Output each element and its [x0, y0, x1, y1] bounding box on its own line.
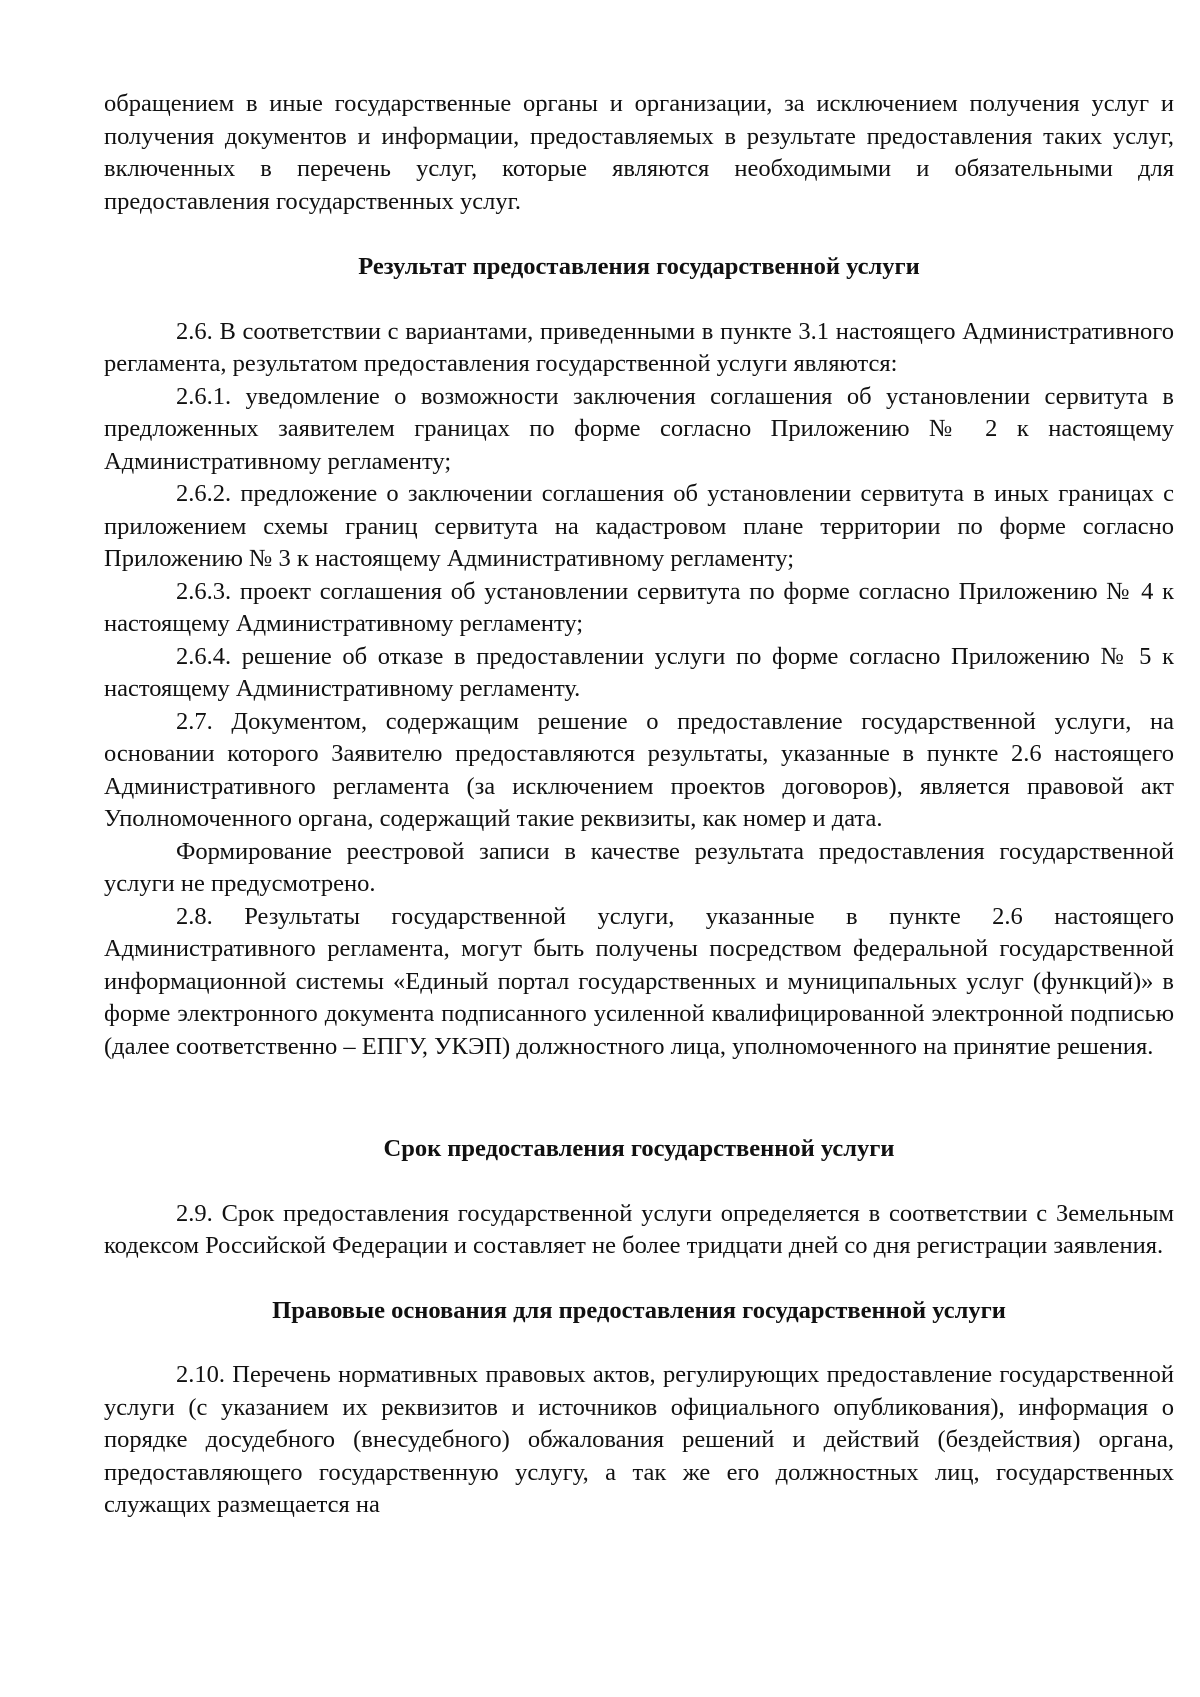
spacer [104, 284, 1174, 316]
spacer [104, 1063, 1174, 1133]
paragraph-registry-record: Формирование реестровой записи в качестве результата предоставления государственной услуги не предусмотрено. [104, 837, 1174, 897]
paragraph-2-10: 2.10. Перечень нормативных правовых актов, регулирующих предоставление государственной услуги (с указанием их реквизитов и источников официального опубликования), информация о порядке досудебного (внесудебного) обжалования решений и действий (бездействия) органа, предоставляющего государственную услугу, а так же его должностных лиц, государственных служащих размещается на [104, 1361, 1174, 1518]
paragraph-2-6: 2.6. В соответствии с вариантами, приведенными в пункте 3.1 настоящего Административного регламента, результатом предоставления государственной услуги являются: [104, 317, 1174, 377]
document-page [104, 88, 1174, 1522]
paragraph-2-7: 2.7. Документом, содержащим решение о предоставление государственной услуги, на основании которого Заявителю предоставляются результаты, указанные в пункте 2.6 настоящего Административного регламента (за исключением проектов договоров), является правовой акт Уполномоченного органа, содержащий такие реквизиты, как номер и дата. [104, 707, 1174, 832]
paragraph-2-6-3: 2.6.3. проект соглашения об установлении сервитута по форме согласно Приложению № 4 к настоящему Административному регламенту; [104, 577, 1174, 637]
spacer [104, 1166, 1174, 1198]
paragraph-2-6-2: 2.6.2. предложение о заключении соглашения об установлении сервитута в иных границах с приложением схемы границ сервитута на кадастровом плане территории по форме согласно Приложению № 3 к настоящему Административному регламенту; [104, 480, 1174, 572]
paragraph-2-8: 2.8. Результаты государственной услуги, указанные в пункте 2.6 настоящего Административного регламента, могут быть получены посредством федеральной государственной информационной системы «Единый портал государственных и муниципальных услуг (функций)» в форме электронного документа подписанного усиленной квалифицированной электронной подписью (далее соответственно – ЕПГУ, УКЭП) должностного лица, уполномоченного на принятие решения. [104, 902, 1174, 1060]
intro-paragraph: обращением в иные государственные органы и организации, за исключением получения услуг и получения документов и информации, предоставляемых в результате предоставления таких услуг, включенных в перечень услуг, которые являются необходимыми и обязательными для предоставления государственных услуг. [104, 90, 1174, 215]
spacer [104, 218, 1174, 251]
paragraph-2-6-1: 2.6.1. уведомление о возможности заключения соглашения об установлении сервитута в предложенных заявителем границах по форме согласно Приложению № 2 к настоящему Административному регламенту; [104, 382, 1174, 475]
heading-legal-basis: Правовые основания для предоставления государственной услуги [272, 1296, 1006, 1324]
paragraph-2-6-4: 2.6.4. решение об отказе в предоставлении услуги по форме согласно Приложению № 5 к настоящему Административному регламенту. [104, 642, 1174, 702]
heading-term: Срок предоставления государственной услуги [383, 1135, 895, 1162]
paragraph-2-9: 2.9. Срок предоставления государственной услуги определяется в соответствии с Земельным кодексом Российской Федерации и составляет не более тридцати дней со дня регистрации заявления. [104, 1199, 1174, 1259]
spacer [104, 1263, 1174, 1295]
heading-result: Результат предоставления государственной услуги [358, 253, 920, 280]
spacer [104, 1327, 1174, 1359]
